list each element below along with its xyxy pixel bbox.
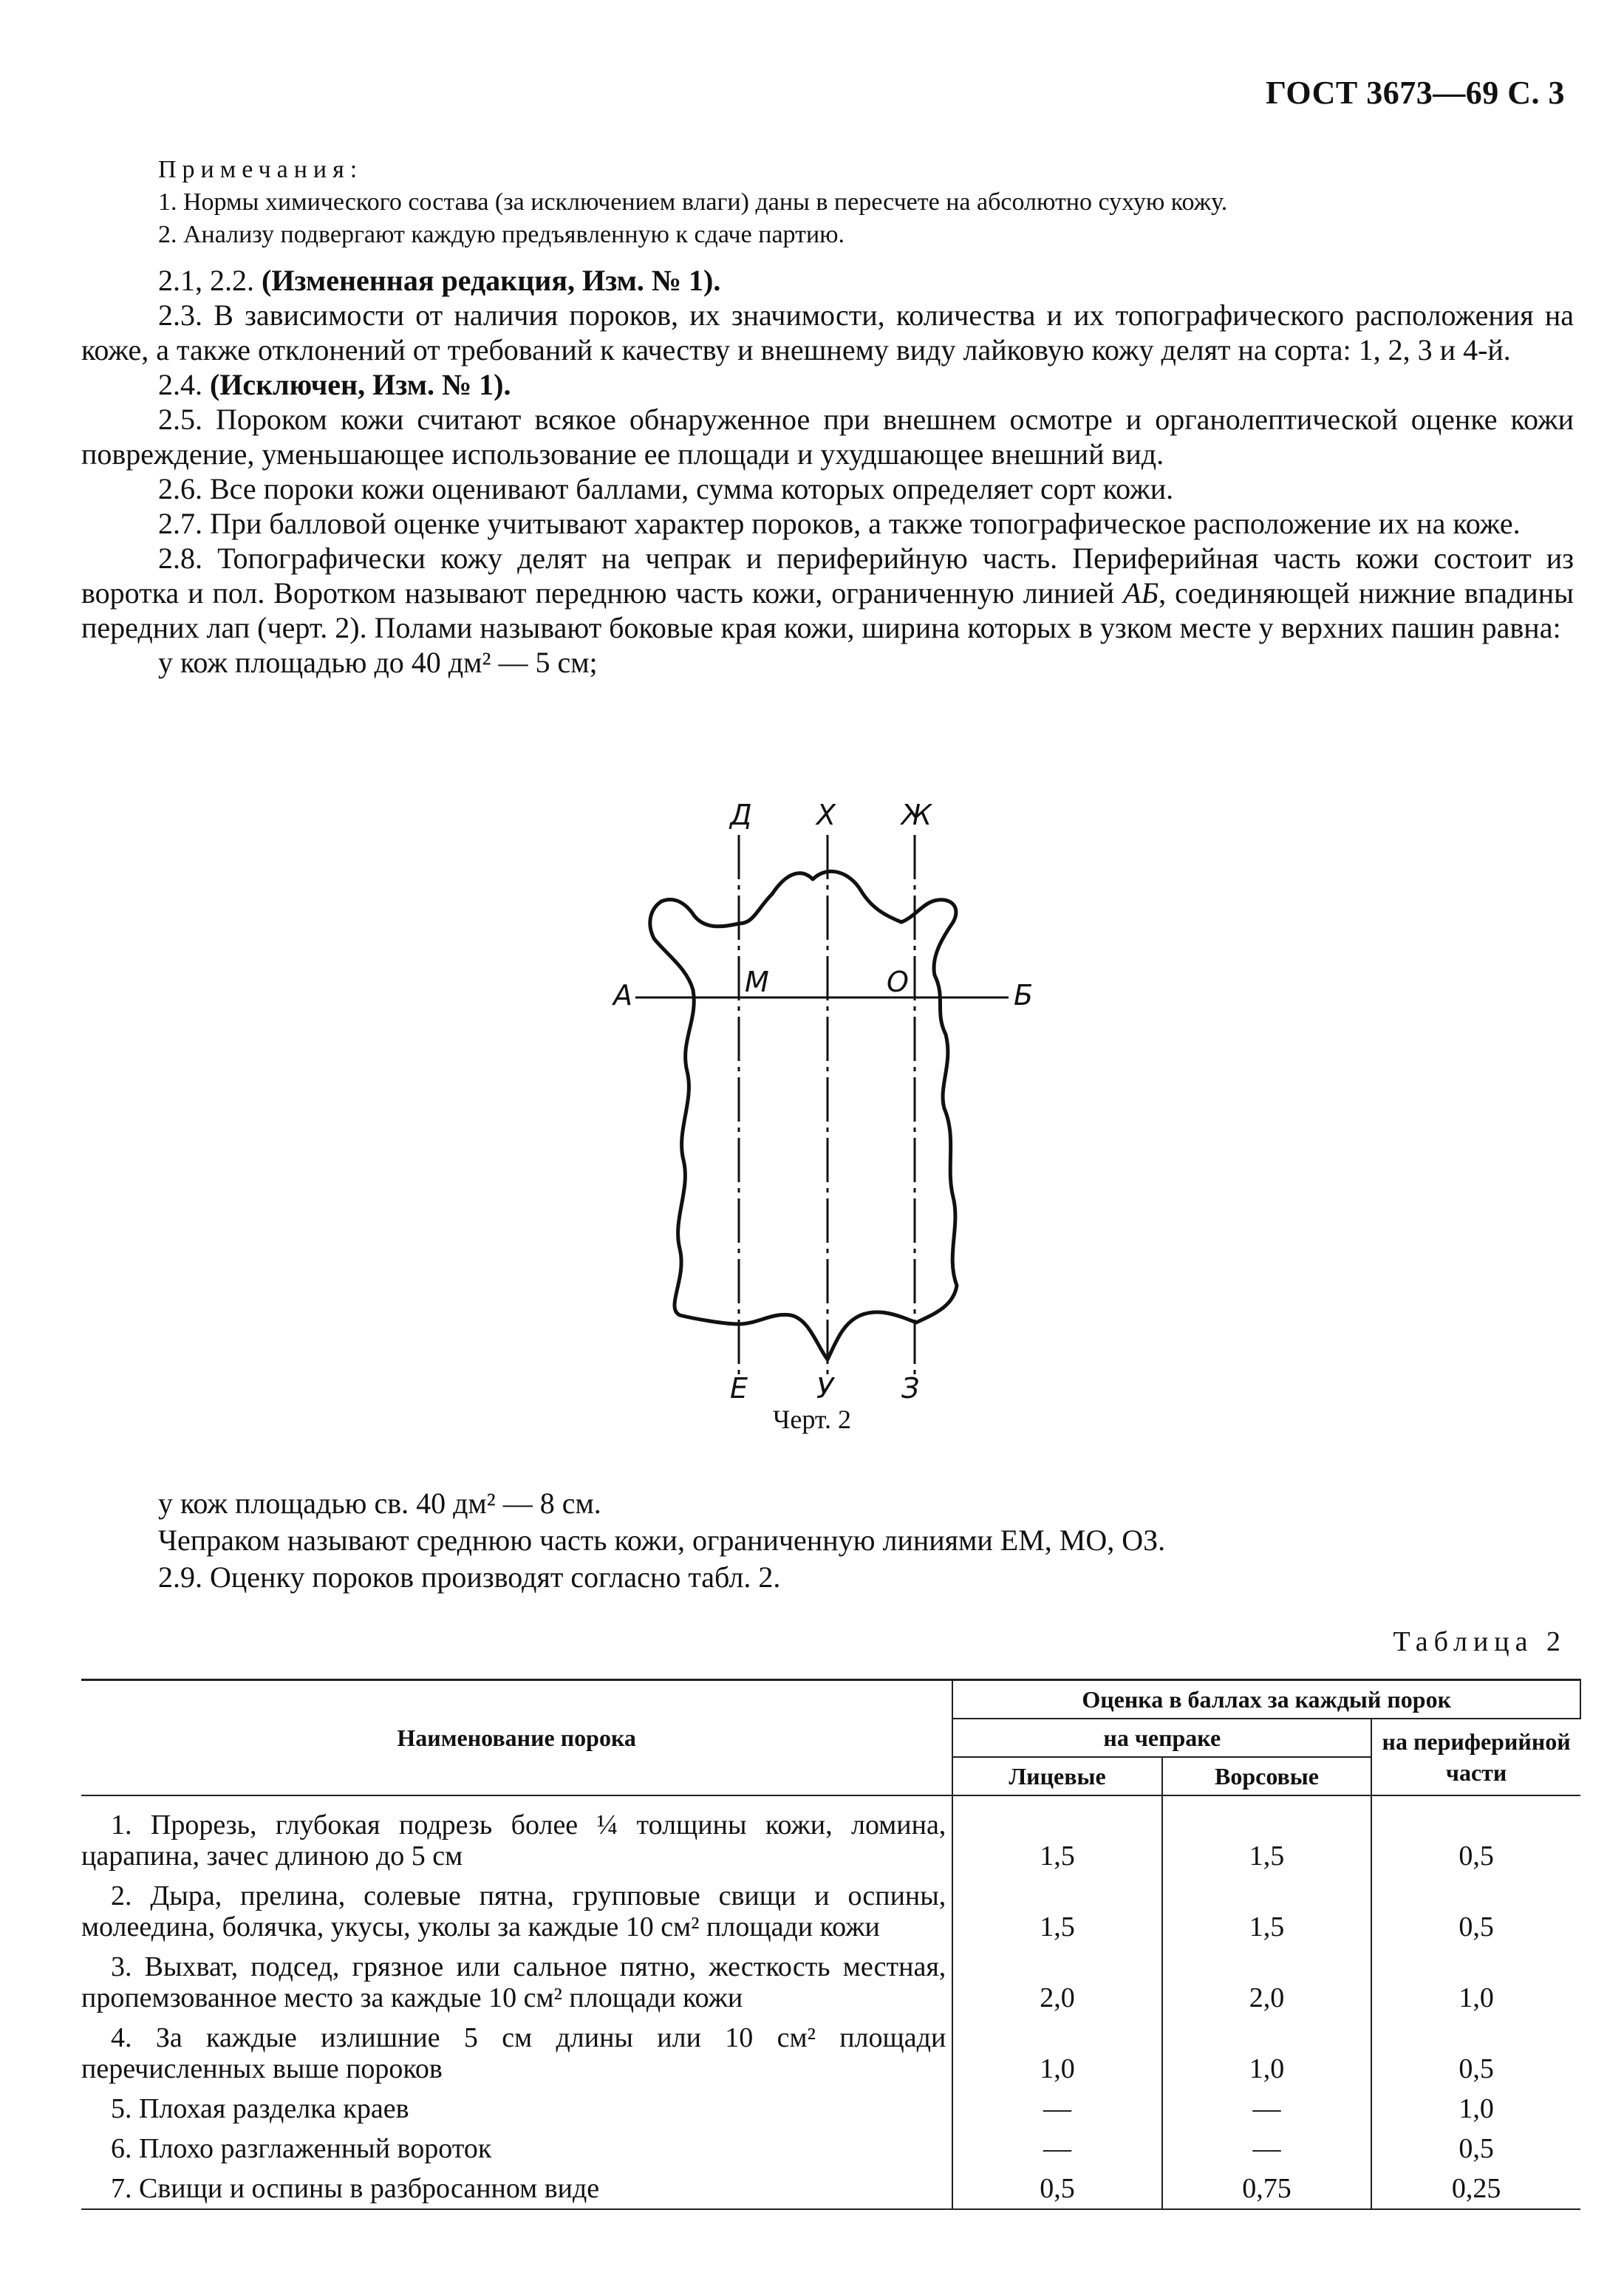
face-score-cell: 0,5: [952, 2169, 1161, 2209]
label-Zh: Ж: [901, 799, 932, 831]
periph-score-cell: 0,5: [1371, 2018, 1580, 2089]
periph-score-cell: 0,25: [1371, 2169, 1580, 2209]
paragraph-2-7: 2.7. При балловой оценке учитывают характер пороков, а также топографическое расположение их на коже.: [158, 507, 1521, 540]
paragraph-2-4: 2.4. (Исключен, Изм. № 1).: [158, 368, 511, 401]
table-body: [81, 1795, 1580, 2209]
pile-score-cell: 1,5: [1162, 1876, 1371, 1947]
face-score-cell: 1,0: [952, 2018, 1161, 2089]
periph-score-cell: 1,0: [1371, 1947, 1580, 2018]
periph-score-cell: 1,0: [1371, 2089, 1580, 2129]
after-line-2: Чепраком называют среднюю часть кожи, ограниченную линиями ЕМ, МО, ОЗ.: [158, 1524, 1166, 1557]
after-line-3: 2.9. Оценку пороков производят согласно табл. 2.: [158, 1560, 781, 1594]
header-defect-name: Наименование порока: [81, 1680, 952, 1796]
label-E: Е: [730, 1372, 748, 1405]
pile-score-cell: —: [1162, 2129, 1371, 2169]
label-M: М: [745, 966, 769, 998]
body-text: [81, 263, 1574, 680]
defects-table: [81, 1679, 1581, 2210]
periph-score-cell: 0,5: [1371, 1795, 1580, 1876]
paragraph-2-3: 2.3. В зависимости от наличия пороков, их значимости, количества и их топографического расположения на коже, а также отклонений от требований к качеству и внешнему виду лайковую кожу делят на сорта: 1, 2, 3 и 4-й.: [81, 299, 1574, 366]
defect-name-cell: 3. Выхват, подсед, грязное или сальное пятно, жесткость местная, пропемзованное место за каждые 10 см² площади кожи: [81, 1947, 952, 2018]
header-cheprak: на чепраке: [952, 1719, 1371, 1757]
pile-score-cell: 0,75: [1162, 2169, 1371, 2209]
after-figure-text: [158, 1485, 1577, 1596]
table-row: [81, 2129, 1580, 2169]
paragraph-2-8: 2.8. Топографически кожу делят на чепрак и периферийную часть. Периферийная часть кожи состоит из воротка и пол. Воротком называют переднюю часть кожи, ограниченную линией АБ, соединяющей нижние впадины передних лап (черт. 2). Полами называют боковые края кожи, ширина которых в узком месте у верхних пашин равна:: [81, 542, 1574, 644]
table-caption: Таблица 2: [1393, 1626, 1566, 1657]
page-header: ГОСТ 3673—69 С. 3: [1265, 75, 1565, 111]
hide-outline: [650, 871, 957, 1360]
paragraph-2-8-c: у кож площадью до 40 дм² — 5 см;: [158, 646, 598, 679]
paragraph-2-5: 2.5. Пороком кожи считают всякое обнаруженное при внешнем осмотре и органолептической оценке кожи повреждение, уменьшающее использование ее площади и ухудшающее внешний вид.: [81, 403, 1574, 471]
paragraph-2-6: 2.6. Все пороки кожи оценивают баллами, сумма которых определяет сорт кожи.: [158, 472, 1174, 505]
face-score-cell: 1,5: [952, 1876, 1161, 1947]
header-face: Лицевые: [952, 1757, 1161, 1795]
label-O: О: [887, 966, 909, 998]
face-score-cell: —: [952, 2129, 1161, 2169]
table-row: [81, 2089, 1580, 2129]
defect-name-cell: 4. За каждые излишние 5 см длины или 10 см² площади перечисленных выше пороков: [81, 2018, 952, 2089]
label-A: А: [613, 979, 632, 1012]
defect-name-cell: 2. Дыра, прелина, солевые пятна, групповые свищи и оспины, молеедина, болячка, укусы, уколы за каждые 10 см² площади кожи: [81, 1876, 952, 1947]
note-item-1: 1. Нормы химического состава (за исключением влаги) даны в пересчете на абсолютно сухую кожу.: [158, 188, 1228, 216]
note-item-2: 2. Анализу подвергают каждую предъявленную к сдаче партию.: [158, 221, 845, 248]
paragraph-2-1: 2.1, 2.2. (Измененная редакция, Изм. № 1).: [158, 264, 721, 297]
table-row: [81, 1947, 1580, 2018]
face-score-cell: 1,5: [952, 1795, 1161, 1876]
face-score-cell: —: [952, 2089, 1161, 2129]
label-X: Х: [816, 799, 836, 831]
table-row: [81, 2169, 1580, 2209]
table-row: [81, 1795, 1580, 1876]
label-B: Б: [1014, 979, 1034, 1012]
header-periph: на периферийной части: [1371, 1719, 1580, 1795]
face-score-cell: 2,0: [952, 1947, 1161, 2018]
defect-name-cell: 7. Свищи и оспины в разбросанном виде: [81, 2169, 952, 2209]
notes-block: [158, 154, 1562, 251]
figure-caption: Черт. 2: [773, 1405, 851, 1434]
pile-score-cell: —: [1162, 2089, 1371, 2129]
defect-name-cell: 1. Прорезь, глубокая подрезь более ¼ толщины кожи, ломина, царапина, зачес длиною до 5 см: [81, 1795, 952, 1876]
table-row: [81, 1876, 1580, 1947]
defect-name-cell: 5. Плохая разделка краев: [81, 2089, 952, 2129]
after-line-1: у кож площадью св. 40 дм² — 8 см.: [158, 1487, 601, 1520]
periph-score-cell: 0,5: [1371, 1876, 1580, 1947]
header-score: Оценка в баллах за каждый порок: [952, 1680, 1580, 1719]
defect-name-cell: 6. Плохо разглаженный вороток: [81, 2129, 952, 2169]
pile-score-cell: 2,0: [1162, 1947, 1371, 2018]
hide-diagram-svg: [606, 798, 1049, 1419]
periph-score-cell: 0,5: [1371, 2129, 1580, 2169]
notes-title: Примечания:: [158, 156, 364, 183]
label-Z: З: [901, 1372, 920, 1405]
header-pile: Ворсовые: [1162, 1757, 1371, 1795]
pile-score-cell: 1,5: [1162, 1795, 1371, 1876]
pile-score-cell: 1,0: [1162, 2018, 1371, 2089]
hide-diagram: [606, 798, 1049, 1419]
label-D: Д: [730, 799, 752, 831]
table-row: [81, 2018, 1580, 2089]
label-Y: У: [816, 1372, 834, 1405]
